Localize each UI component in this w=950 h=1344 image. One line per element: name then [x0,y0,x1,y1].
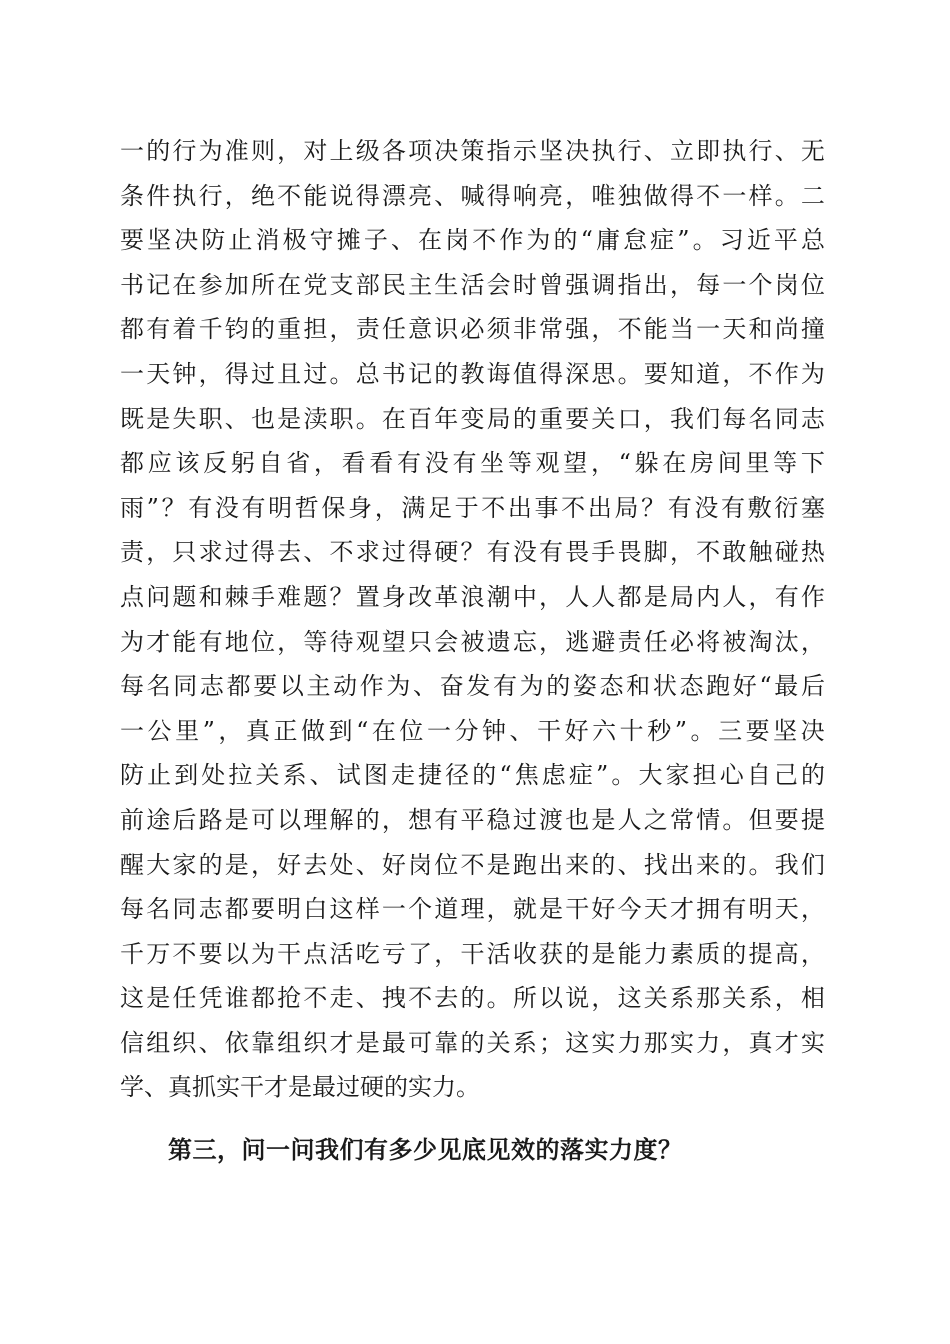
paragraph-line: 一 公 里 ” ， 真 正 做 到 “ 在 位 一 分 钟 、 干 好 六 十 秒 ” 。 三 要 坚 决 [120,716,825,745]
paragraph-line: 雨 ” ？ 有 没 有 明 哲 保 身 ， 满 足 于 不 出 事 不 出 局 ？ 有 没 有 敷 衍 塞 [120,493,825,522]
paragraph-line: 条 件 执 行 ， 绝 不 能 说 得 漂 亮 、 喊 得 响 亮 ， 唯 独 做 得 不 一 样 。 二 [120,181,825,210]
paragraph-line: 责 ， 只 求 过 得 去 、 不 求 过 得 硬 ？ 有 没 有 畏 手 畏 脚 ， 不 敢 触 碰 热 [120,538,825,567]
paragraph-line: 信 组 织 、 依 靠 组 织 才 是 最 可 靠 的 关 系 ； 这 实 力 那 实 力 ， 真 才 实 [120,1028,825,1057]
paragraph-line: 学、真抓实干才是最过硬的实力。 [120,1073,480,1102]
paragraph-line: 前 途 后 路 是 可 以 理 解 的 ， 想 有 平 稳 过 渡 也 是 人 之 常 情 。 但 要 提 [120,805,825,834]
paragraph-line: 要 坚 决 防 止 消 极 守 摊 子 、 在 岗 不 作 为 的 “ 庸 怠 症 ” 。 习 近 平 总 [120,226,825,255]
paragraph-line: 每 名 同 志 都 要 以 主 动 作 为 、 奋 发 有 为 的 姿 态 和 状 态 跑 好 “ 最 后 [120,672,825,701]
section-heading: 第三，问一问我们有多少见底见效的落实力度？ [168,1135,683,1164]
paragraph-line: 一 天 钟 ， 得 过 且 过 。 总 书 记 的 教 诲 值 得 深 思 。 要 知 道 ， 不 作 为 [120,359,825,388]
paragraph-line: 书 记 在 参 加 所 在 党 支 部 民 主 生 活 会 时 曾 强 调 指 出 ， 每 一 个 岗 位 [120,270,825,299]
paragraph-line: 一 的 行 为 准 则 ， 对 上 级 各 项 决 策 指 示 坚 决 执 行 、 立 即 执 行 、 无 [120,137,825,165]
paragraph-line: 为 才 能 有 地 位 ， 等 待 观 望 只 会 被 遗 忘 ， 逃 避 责 任 必 将 被 淘 汰 ， [120,627,825,656]
paragraph-line: 都 应 该 反 躬 自 省 ， 看 看 有 没 有 坐 等 观 望 ， “ 躲 在 房 间 里 等 下 [120,449,825,478]
paragraph-line: 千 万 不 要 以 为 干 点 活 吃 亏 了 ， 干 活 收 获 的 是 能 力 素 质 的 提 高 ， [120,939,825,968]
paragraph-line: 防 止 到 处 拉 关 系 、 试 图 走 捷 径 的 “ 焦 虑 症 ” 。 大 家 担 心 自 己 的 [120,761,825,790]
paragraph-line: 都 有 着 千 钧 的 重 担 ， 责 任 意 识 必 须 非 常 强 ， 不 能 当 一 天 和 尚 撞 [120,315,825,344]
paragraph-line: 这 是 任 凭 谁 都 抢 不 走 、 拽 不 去 的 。 所 以 说 ， 这 关 系 那 关 系 ， 相 [120,984,825,1013]
paragraph-line: 每 名 同 志 都 要 明 白 这 样 一 个 道 理 ， 就 是 干 好 今 天 才 拥 有 明 天 ， [120,895,825,924]
paragraph-line: 既 是 失 职 、 也 是 渎 职 。 在 百 年 变 局 的 重 要 关 口 ， 我 们 每 名 同 志 [120,404,825,433]
paragraph-line: 醒 大 家 的 是 ， 好 去 处 、 好 岗 位 不 是 跑 出 来 的 、 找 出 来 的 。 我 们 [120,850,825,879]
body-paragraph [120,129,825,1110]
paragraph-line: 点 问 题 和 棘 手 难 题 ？ 置 身 改 革 浪 潮 中 ， 人 人 都 是 局 内 人 ， 有 作 [120,582,825,611]
